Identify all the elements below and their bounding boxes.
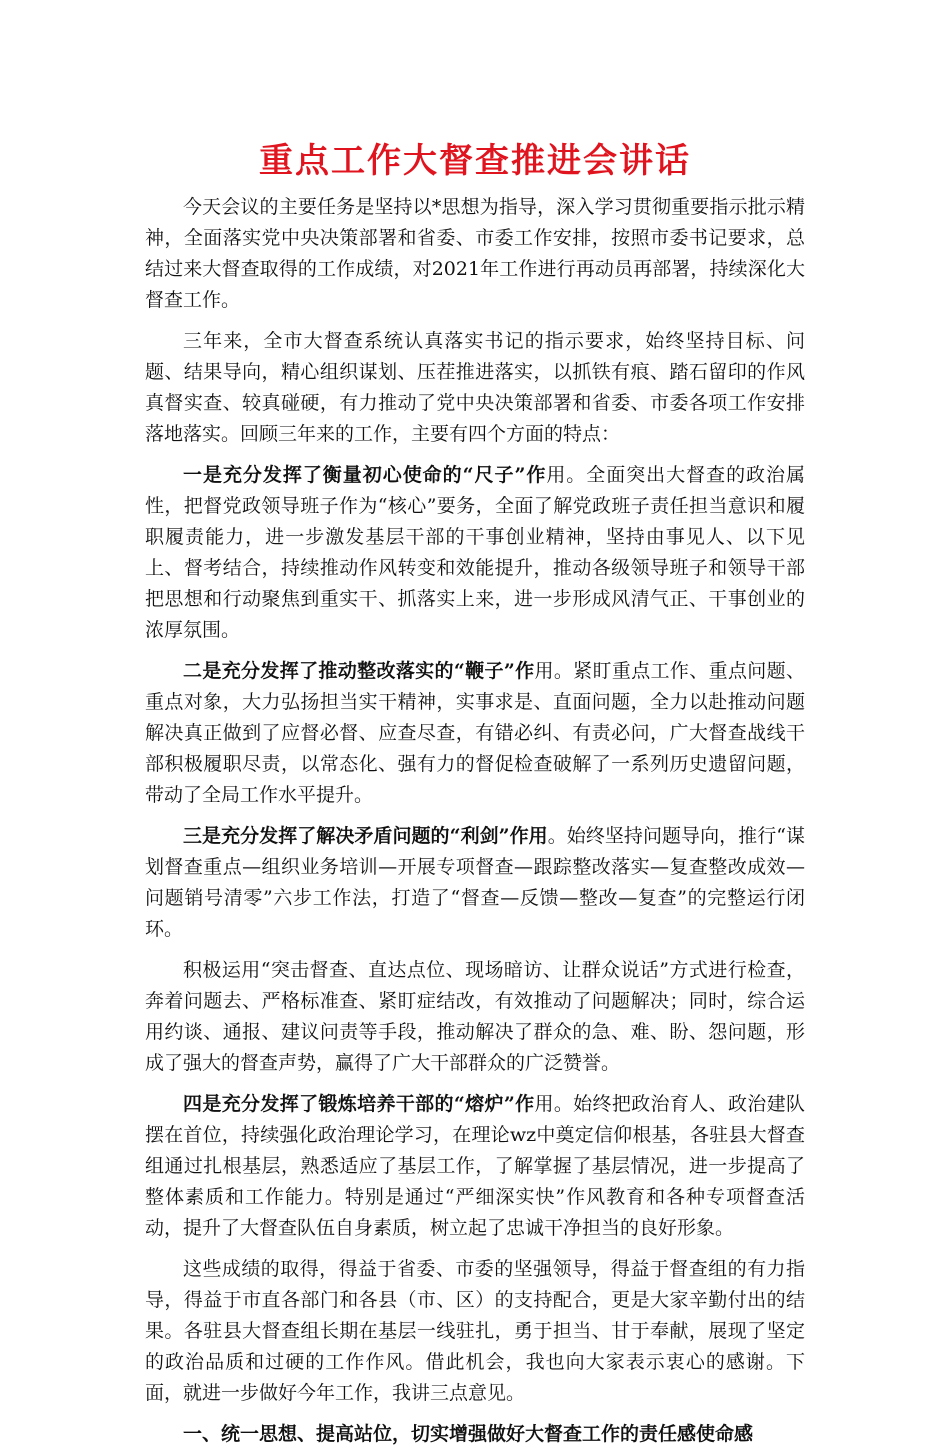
document-title: 重点工作大督查推进会讲话 (259, 141, 691, 181)
paragraph-point-1 (145, 460, 805, 646)
paragraph-point-3 (145, 821, 805, 945)
paragraph-thanks: 这些成绩的取得，得益于省委、市委的坚强领导，得益于督查组的有力指导，得益于市直各部门和各县（市、区）的支持配合，更是大家辛勤付出的结果。各驻县大督查组长期在基层一线驻扎，勇于担当、甘于奉献，展现了坚定的政治品质和过硬的工作作风。借此机会，我也向大家表示衷心的感谢。下面，就进一步做好今年工作，我讲三点意见。 (145, 1258, 805, 1404)
point-2-body: 用。紧盯重点工作、重点问题、重点对象，大力弘扬担当实干精神，实事求是、直面问题，全力以赴推动问题解决真正做到了应督必督、应查尽查，有错必纠、有责必问，广大督查战线干部积极履职尽责，以常态化、强有力的督促检查破解了一系列历史遗留问题，带动了全局工作水平提升。 (145, 660, 805, 806)
point-3-lead: 三是充分发挥了解决矛盾问题的“利剑”作用 (183, 825, 548, 847)
point-3-body: 。始终坚持问题导向，推行“谋划督查重点—组织业务培训—开展专项督查—跟踪整改落实—复查整改成效—问题销号清零”六步工作法，打造了“督查—反馈—整改—复查”的完整运行闭环。 (145, 825, 806, 940)
point-1-body: 用。全面突出大督查的政治属性，把督党政领导班子作为“核心”要务，全面了解党政班子责任担当意识和履职履责能力，进一步激发基层干部的干事创业精神，坚持由事见人、以下见上、督考结合，持续推动作风转变和效能提升，推动各级领导班子和领导干部把思想和行动聚焦到重实干、抓落实上来，进一步形成风清气正、干事创业的浓厚氛围。 (145, 464, 805, 641)
point-4-body: 用。始终把政治育人、政治建队摆在首位，持续强化政治理论学习，在理论wz中奠定信仰根基，各驻县大督查组通过扎根基层，熟悉适应了基层工作，了解掌握了基层情况，进一步提高了整体素质和工作能力。特别是通过“严细深实快”作风教育和各种专项督查活动，提升了大督查队伍自身素质，树立起了忠诚干净担当的良好形象。 (145, 1093, 805, 1239)
point-4-lead: 四是充分发挥了锻炼培养干部的“熔炉”作 (183, 1093, 535, 1115)
point-1-lead: 一是充分发挥了衡量初心使命的“尺子”作 (183, 464, 547, 486)
paragraph-point-2 (145, 656, 805, 811)
paragraph-methods: 积极运用“突击督查、直达点位、现场暗访、让群众说话”方式进行检查，奔着问题去、严格标准查、紧盯症结改，有效推动了问题解决；同时，综合运用约谈、通报、建议问责等手段，推动解决了群众的急、难、盼、怨问题，形成了强大的督查声势，赢得了广大干部群众的广泛赞誉。 (145, 959, 805, 1074)
point-2-lead: 二是充分发挥了推动整改落实的“鞭子”作 (183, 660, 535, 682)
section-heading-1: 一、统一思想、提高站位，切实增强做好大督查工作的责任感使命感 (183, 1423, 754, 1445)
paragraph-point-4 (145, 1089, 805, 1244)
document-page (145, 138, 805, 1450)
paragraph-review: 三年来，全市大督查系统认真落实书记的指示要求，始终坚持目标、问题、结果导向，精心组织谋划、压茬推进落实，以抓铁有痕、踏石留印的作风真督实查、较真碰硬，有力推动了党中央决策部署和省委、市委各项工作安排落地落实。回顾三年来的工作，主要有四个方面的特点： (145, 330, 805, 445)
paragraph-intro: 今天会议的主要任务是坚持以*思想为指导，深入学习贯彻重要指示批示精神，全面落实党中央决策部署和省委、市委工作安排，按照市委书记要求，总结过来大督查取得的工作成绩，对2021年工作进行再动员再部署，持续深化大督查工作。 (145, 196, 805, 311)
